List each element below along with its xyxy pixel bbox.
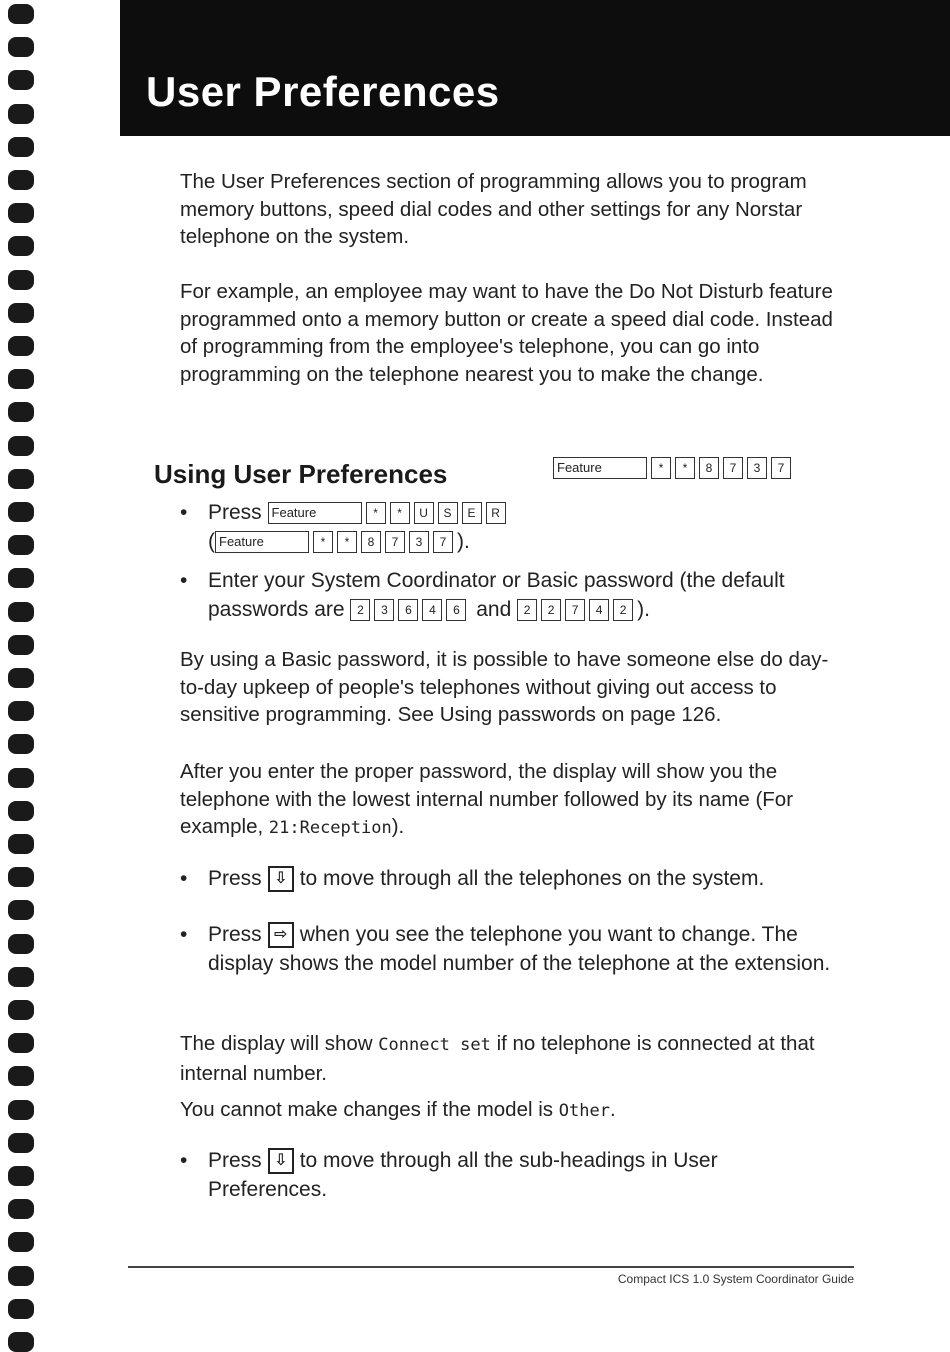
- press-label: Press: [208, 867, 262, 890]
- binding-ring: [8, 336, 34, 356]
- dialpad-key: 7: [723, 457, 743, 479]
- display-text-other: Other: [558, 1101, 610, 1121]
- basic-password-paragraph: By using a Basic password, it is possible to have someone else do day-to-day upkeep of people's telephones without giving out access to sensitive programming. See Using passwords on page 126.: [180, 648, 829, 726]
- dialpad-key: 8: [361, 531, 381, 553]
- dialpad-key: 2: [517, 599, 537, 621]
- dialpad-key: E: [462, 502, 482, 524]
- key-sequence-numbers: [215, 530, 457, 553]
- footer-rule: [128, 1266, 854, 1268]
- binding-ring: [8, 402, 34, 422]
- binding-ring: [8, 1299, 34, 1319]
- dialpad-key: 6: [446, 599, 466, 621]
- dialpad-key: *: [337, 531, 357, 553]
- shortcut-key-sequence: [553, 457, 795, 479]
- binding-ring: [8, 1033, 34, 1053]
- press-label: Press: [208, 923, 262, 946]
- dialpad-key: *: [675, 457, 695, 479]
- binding-ring: [8, 602, 34, 622]
- press-label: Press: [208, 1149, 262, 1172]
- binding-ring: [8, 934, 34, 954]
- dialpad-key: 7: [385, 531, 405, 553]
- binding-ring: [8, 734, 34, 754]
- binding-ring: [8, 668, 34, 688]
- password-line-1: Enter your System Coordinator or Basic password (the default: [208, 569, 785, 592]
- dialpad-key: S: [438, 502, 458, 524]
- dialpad-key: 7: [565, 599, 585, 621]
- dialpad-key: *: [366, 502, 386, 524]
- right-arrow-key-icon: ⇨: [268, 922, 294, 948]
- display-text-connect: Connect set: [378, 1035, 491, 1055]
- down-arrow-key-icon: ⇩: [268, 1148, 294, 1174]
- binding-ring: [8, 1100, 34, 1120]
- section-heading: Using User Preferences: [154, 459, 448, 489]
- step-text: when you see the telephone you want to change. The display shows the model number of the telephone at the extension.: [208, 923, 831, 975]
- display-text-reception: 21:Reception: [268, 818, 392, 838]
- dialpad-key: 2: [350, 599, 370, 621]
- binding-ring: [8, 1133, 34, 1153]
- binding-ring: [8, 1332, 34, 1352]
- dialpad-key: 8: [699, 457, 719, 479]
- binding-ring: [8, 236, 34, 256]
- open-paren: (: [208, 530, 215, 553]
- dialpad-key: 7: [771, 457, 791, 479]
- password-line-2: passwords are: [208, 598, 345, 621]
- down-arrow-key-icon: ⇩: [268, 866, 294, 892]
- footer-text: Compact ICS 1.0 System Coordinator Guide: [617, 1272, 854, 1286]
- binding-ring: [8, 568, 34, 588]
- binding-ring: [8, 502, 34, 522]
- binding-ring: [8, 1166, 34, 1186]
- binding-ring: [8, 801, 34, 821]
- feature-key: Feature: [268, 502, 362, 524]
- binding-ring: [8, 1232, 34, 1252]
- dialpad-key: 2: [613, 599, 633, 621]
- dialpad-key: 2: [541, 599, 561, 621]
- dialpad-key: 3: [374, 599, 394, 621]
- binding-ring: [8, 635, 34, 655]
- dialpad-key: 4: [422, 599, 442, 621]
- connect-set-paragraph: The display will show Connect set if no telephone is connected at that internal number.: [180, 1032, 815, 1085]
- press-label: Press: [208, 501, 262, 524]
- binding-ring: [8, 70, 34, 90]
- dialpad-key: *: [313, 531, 333, 553]
- binding-ring: [8, 834, 34, 854]
- binding-ring: [8, 768, 34, 788]
- binding-ring: [8, 436, 34, 456]
- password-and: and: [476, 598, 512, 621]
- intro-paragraph-2: For example, an employee may want to have the Do Not Disturb feature programmed onto a memory button or create a speed dial code. Instead of programming from the employee's telephone, you can go into programming on the telephone nearest you to make the change.: [180, 280, 833, 386]
- step-text: to move through all the sub-headings in User Preferences.: [208, 1149, 718, 1201]
- dialpad-key: 6: [398, 599, 418, 621]
- binding-ring: [8, 1066, 34, 1086]
- dialpad-key: 3: [747, 457, 767, 479]
- key-sequence-letters: [268, 501, 510, 524]
- binding-ring: [8, 900, 34, 920]
- other-model-paragraph: You cannot make changes if the model is Other.: [180, 1098, 616, 1121]
- dialpad-key: *: [651, 457, 671, 479]
- feature-key: Feature: [215, 531, 309, 553]
- header-bar: [120, 0, 950, 136]
- binding-ring: [8, 967, 34, 987]
- page-title: User Preferences: [146, 68, 500, 115]
- close-paren: ).: [457, 530, 470, 553]
- dialpad-key: 4: [589, 599, 609, 621]
- dialpad-key: R: [486, 502, 506, 524]
- binding-ring: [8, 1199, 34, 1219]
- binding-ring: [8, 203, 34, 223]
- bullet-dot: •: [180, 501, 188, 524]
- binding-ring: [8, 37, 34, 57]
- dialpad-key: *: [390, 502, 410, 524]
- bullet-dot: •: [180, 569, 188, 592]
- binding-ring: [8, 469, 34, 489]
- dialpad-key: 3: [409, 531, 429, 553]
- binding-ring: [8, 270, 34, 290]
- bullet-dot: •: [180, 1149, 188, 1172]
- feature-key: Feature: [553, 457, 647, 479]
- binding-ring: [8, 1000, 34, 1020]
- bullet-dot: •: [180, 867, 188, 890]
- dialpad-key: 7: [433, 531, 453, 553]
- binding-ring: [8, 867, 34, 887]
- spiral-binding: [8, 0, 36, 1346]
- password-close: ).: [637, 598, 650, 621]
- step-text: to move through all the telephones on the system.: [299, 867, 765, 890]
- binding-ring: [8, 104, 34, 124]
- binding-ring: [8, 303, 34, 323]
- intro-paragraph-1: The User Preferences section of programming allows you to program memory buttons, speed dial codes and other settings for any Norstar telephone on the system.: [180, 170, 807, 248]
- binding-ring: [8, 170, 34, 190]
- binding-ring: [8, 4, 34, 24]
- basic-password-keys: [517, 598, 637, 621]
- dialpad-key: U: [414, 502, 434, 524]
- binding-ring: [8, 1266, 34, 1286]
- after-password-paragraph: After you enter the proper password, the display will show you the telephone with the lowest internal number followed by its name (For example, 21:Reception).: [180, 760, 794, 838]
- binding-ring: [8, 369, 34, 389]
- binding-ring: [8, 535, 34, 555]
- binding-ring: [8, 701, 34, 721]
- sc-password-keys: [350, 598, 470, 621]
- bullet-dot: •: [180, 923, 188, 946]
- binding-ring: [8, 137, 34, 157]
